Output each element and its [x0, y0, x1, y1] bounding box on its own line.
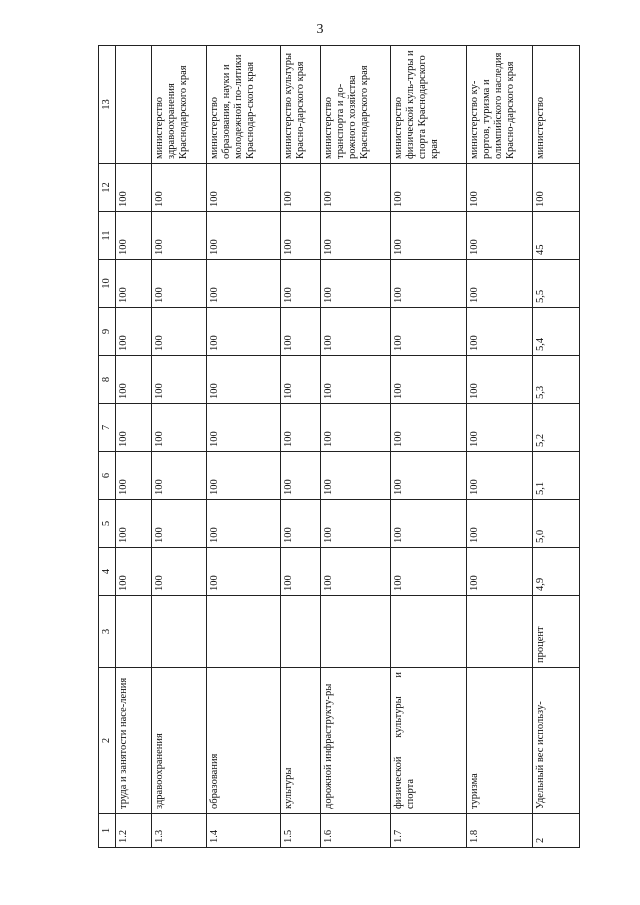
value-cell: 100 — [321, 452, 391, 500]
value-cell: 100 — [152, 404, 207, 452]
header-cell: 7 — [99, 404, 116, 452]
indicator-name: физической культуры и спорта — [391, 668, 467, 814]
value-cell: 100 — [207, 356, 281, 404]
unit-cell — [116, 596, 152, 668]
value-cell: 100 — [207, 308, 281, 356]
row-number: 2 — [533, 814, 580, 848]
value-cell: 100 — [321, 500, 391, 548]
value-cell: 100 — [533, 164, 580, 212]
value-cell: 100 — [116, 452, 152, 500]
value-cell: 100 — [391, 308, 467, 356]
header-cell: 12 — [99, 164, 116, 212]
row-number: 1.5 — [281, 814, 321, 848]
value-cell: 100 — [467, 548, 533, 596]
ministry-cell: министерство ку-рортов, туризма и олимпийского наследия Красно-дарского края — [467, 46, 533, 164]
table-row — [321, 46, 391, 848]
value-cell: 100 — [207, 404, 281, 452]
value-cell: 100 — [152, 500, 207, 548]
table-row — [391, 46, 467, 848]
ministry-cell: министерство здравоохранения Краснодарского края — [152, 46, 207, 164]
value-cell: 100 — [321, 164, 391, 212]
table-row — [207, 46, 281, 848]
value-cell: 100 — [152, 260, 207, 308]
value-cell: 5,5 — [533, 260, 580, 308]
value-cell: 100 — [281, 500, 321, 548]
value-cell: 100 — [281, 260, 321, 308]
value-cell: 100 — [391, 452, 467, 500]
value-cell: 5,1 — [533, 452, 580, 500]
row-number: 1.7 — [391, 814, 467, 848]
value-cell: 100 — [116, 212, 152, 260]
value-cell: 100 — [152, 308, 207, 356]
value-cell: 100 — [467, 404, 533, 452]
value-cell: 100 — [321, 356, 391, 404]
value-cell: 100 — [321, 308, 391, 356]
table-row — [116, 46, 152, 848]
value-cell: 100 — [467, 260, 533, 308]
indicator-name: дорожной инфраструкту-ры — [321, 668, 391, 814]
value-cell: 5,4 — [533, 308, 580, 356]
indicator-name: культуры — [281, 668, 321, 814]
value-cell: 100 — [281, 212, 321, 260]
value-cell: 100 — [467, 356, 533, 404]
value-cell: 100 — [152, 164, 207, 212]
value-cell: 5,3 — [533, 356, 580, 404]
unit-cell — [321, 596, 391, 668]
row-number: 1.6 — [321, 814, 391, 848]
indicator-name: здравоохранения — [152, 668, 207, 814]
value-cell: 100 — [467, 212, 533, 260]
table-row — [152, 46, 207, 848]
value-cell: 100 — [281, 548, 321, 596]
value-cell: 100 — [391, 212, 467, 260]
value-cell: 100 — [467, 500, 533, 548]
header-cell: 10 — [99, 260, 116, 308]
value-cell: 100 — [116, 308, 152, 356]
value-cell: 100 — [391, 260, 467, 308]
header-cell: 2 — [99, 668, 116, 814]
value-cell: 5,2 — [533, 404, 580, 452]
value-cell: 100 — [391, 356, 467, 404]
value-cell: 100 — [391, 164, 467, 212]
row-number: 1.3 — [152, 814, 207, 848]
value-cell: 100 — [152, 356, 207, 404]
header-cell: 9 — [99, 308, 116, 356]
value-cell: 100 — [207, 164, 281, 212]
unit-cell — [152, 596, 207, 668]
value-cell: 100 — [281, 452, 321, 500]
header-cell: 5 — [99, 500, 116, 548]
header-cell: 6 — [99, 452, 116, 500]
header-row — [99, 46, 116, 848]
unit-cell — [281, 596, 321, 668]
value-cell: 100 — [281, 308, 321, 356]
row-number: 1.4 — [207, 814, 281, 848]
value-cell: 100 — [281, 164, 321, 212]
unit-cell: процент — [533, 596, 580, 668]
value-cell: 100 — [207, 452, 281, 500]
rotated-table-container — [98, 48, 578, 848]
value-cell: 100 — [152, 452, 207, 500]
value-cell: 100 — [116, 356, 152, 404]
table-row — [467, 46, 533, 848]
value-cell: 100 — [207, 212, 281, 260]
ministry-cell: министерство образования, науки и молодежной по-литики Краснодар-ского края — [207, 46, 281, 164]
ministry-cell: министерство культуры Красно-дарского края — [281, 46, 321, 164]
header-cell: 13 — [99, 46, 116, 164]
value-cell: 100 — [391, 548, 467, 596]
value-cell: 100 — [207, 260, 281, 308]
ministry-cell: министерство транспорта и до-рожного хозяйства Краснодарского края — [321, 46, 391, 164]
value-cell: 100 — [116, 164, 152, 212]
value-cell: 100 — [207, 500, 281, 548]
header-cell: 8 — [99, 356, 116, 404]
value-cell: 100 — [116, 260, 152, 308]
indicator-name: труда и занятости насе-ления — [116, 668, 152, 814]
value-cell: 100 — [321, 548, 391, 596]
table-row — [281, 46, 321, 848]
indicator-name: образования — [207, 668, 281, 814]
table-row — [533, 46, 580, 848]
row-number: 1.2 — [116, 814, 152, 848]
ministry-cell — [116, 46, 152, 164]
value-cell: 4,9 — [533, 548, 580, 596]
value-cell: 100 — [116, 500, 152, 548]
value-cell: 100 — [321, 404, 391, 452]
ministry-cell: министерство — [533, 46, 580, 164]
indicator-name: туризма — [467, 668, 533, 814]
unit-cell — [391, 596, 467, 668]
header-cell: 1 — [99, 814, 116, 848]
value-cell: 100 — [207, 548, 281, 596]
value-cell: 100 — [321, 212, 391, 260]
header-cell: 4 — [99, 548, 116, 596]
value-cell: 100 — [467, 164, 533, 212]
value-cell: 100 — [116, 404, 152, 452]
value-cell: 100 — [391, 404, 467, 452]
value-cell: 100 — [116, 548, 152, 596]
unit-cell — [207, 596, 281, 668]
value-cell: 45 — [533, 212, 580, 260]
indicator-name: Удельный вес использу- — [533, 668, 580, 814]
header-cell: 3 — [99, 596, 116, 668]
unit-cell — [467, 596, 533, 668]
value-cell: 100 — [467, 452, 533, 500]
value-cell: 100 — [467, 308, 533, 356]
row-number: 1.8 — [467, 814, 533, 848]
data-table — [98, 45, 580, 848]
value-cell: 100 — [391, 500, 467, 548]
value-cell: 100 — [152, 548, 207, 596]
value-cell: 5,0 — [533, 500, 580, 548]
page-number: 3 — [316, 22, 324, 37]
ministry-cell: министерство физической куль-туры и спорта Краснодарского края — [391, 46, 467, 164]
value-cell: 100 — [152, 212, 207, 260]
value-cell: 100 — [321, 260, 391, 308]
value-cell: 100 — [281, 404, 321, 452]
header-cell: 11 — [99, 212, 116, 260]
value-cell: 100 — [281, 356, 321, 404]
